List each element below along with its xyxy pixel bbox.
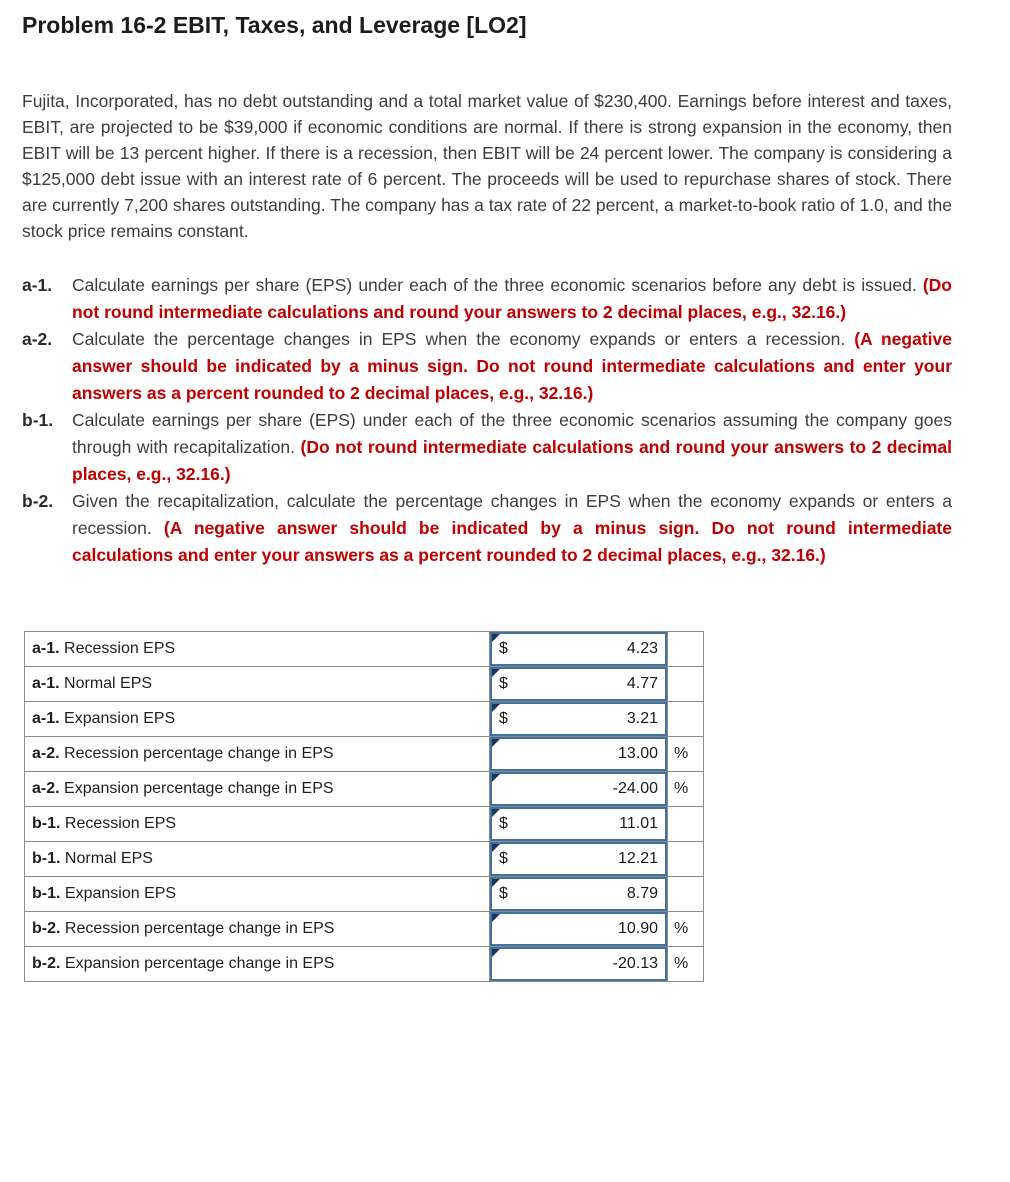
- row-label-part: b-1.: [32, 815, 61, 832]
- answer-value: 11.01: [619, 815, 658, 832]
- problem-intro: Fujita, Incorporated, has no debt outstanding and a total market value of $230,400. Earnings before interest and taxes, EBIT, are projected to be $39,000 if economic conditions are normal. If there is strong expansion in the economy, then EBIT will be 13 percent higher. If there is a recession, then EBIT will be 24 percent lower. The company is considering a $125,000 debt issue with an interest rate of 6 percent. The proceeds will be used to repurchase shares of stock. There are currently 7,200 shares outstanding. The company has a tax rate of 22 percent, a market-to-book ratio of 1.0, and the stock price remains constant.: [22, 91, 952, 241]
- answer-input[interactable]: [490, 667, 667, 701]
- answer-input[interactable]: [490, 702, 667, 736]
- answer-input[interactable]: [490, 947, 667, 981]
- cell-corner-marker-icon: [492, 669, 500, 677]
- unit-cell: %: [668, 772, 704, 807]
- question-text: [72, 488, 952, 569]
- unit-cell: %: [668, 912, 704, 947]
- row-label-text: Expansion EPS: [64, 710, 176, 727]
- question-label: b-2.: [22, 491, 54, 511]
- unit-cell: [668, 877, 704, 912]
- unit-cell: [668, 667, 704, 702]
- currency-symbol: $: [499, 815, 508, 832]
- unit-cell: [668, 807, 704, 842]
- answer-input[interactable]: [490, 807, 667, 841]
- cell-corner-marker-icon: [492, 844, 500, 852]
- answer-input-cell: [490, 912, 668, 947]
- row-label-cell: [25, 667, 490, 702]
- row-label-text: Normal EPS: [64, 675, 153, 692]
- row-label-text: Recession EPS: [64, 815, 177, 832]
- answer-input[interactable]: [490, 772, 667, 806]
- row-label-cell: [25, 842, 490, 877]
- question-label: a-2.: [22, 329, 53, 349]
- answer-input-cell: [490, 842, 668, 877]
- unit-cell: %: [668, 947, 704, 982]
- row-label-part: a-2.: [32, 745, 60, 762]
- currency-symbol: $: [499, 710, 508, 727]
- row-label-cell: [25, 807, 490, 842]
- answer-input[interactable]: [490, 737, 667, 771]
- question-text-normal: Given the recapitalization, calculate the percentage changes in EPS when the economy expands or enters a recession.: [72, 491, 952, 538]
- table-row: [25, 912, 704, 947]
- answer-value: 12.21: [617, 850, 658, 867]
- cell-corner-marker-icon: [492, 774, 500, 782]
- unit-cell: [668, 842, 704, 877]
- answer-value: 4.23: [626, 640, 658, 657]
- question-text: [72, 272, 952, 326]
- question-text: [72, 407, 952, 488]
- answer-input[interactable]: [490, 912, 667, 946]
- answer-input[interactable]: [490, 632, 667, 666]
- cell-corner-marker-icon: [492, 914, 500, 922]
- answer-value: 3.21: [626, 710, 658, 727]
- row-label-part: b-1.: [32, 885, 61, 902]
- answer-input-cell: [490, 667, 668, 702]
- answer-input[interactable]: [490, 877, 667, 911]
- question-label: b-1.: [22, 410, 54, 430]
- row-label-text: Recession EPS: [64, 640, 176, 657]
- question-text-instruction: (Do not round intermediate calculations and round your answers to 2 decimal places, e.g., 32.16.): [72, 275, 952, 322]
- answer-input[interactable]: [490, 842, 667, 876]
- question-text: [72, 326, 952, 407]
- row-label-text: Recession percentage change in EPS: [64, 745, 334, 762]
- cell-corner-marker-icon: [492, 809, 500, 817]
- question-text-instruction: (A negative answer should be indicated by a minus sign. Do not round intermediate calculations and enter your answers as a percent rounded to 2 decimal places, e.g., 32.16.): [72, 329, 952, 403]
- row-label-part: b-2.: [32, 955, 61, 972]
- question-item: [22, 272, 952, 326]
- row-label-cell: [25, 702, 490, 737]
- question-item: [22, 407, 952, 488]
- table-row: [25, 947, 704, 982]
- answer-value: 8.79: [626, 885, 658, 902]
- answer-value: -24.00: [612, 780, 658, 797]
- answer-input-cell: [490, 947, 668, 982]
- unit-cell: [668, 702, 704, 737]
- answer-value: 4.77: [626, 675, 658, 692]
- row-label-part: b-2.: [32, 920, 61, 937]
- row-label-part: b-1.: [32, 850, 61, 867]
- row-label-part: a-2.: [32, 780, 60, 797]
- currency-symbol: $: [499, 850, 508, 867]
- question-text-instruction: (Do not round intermediate calculations and round your answers to 2 decimal places, e.g., 32.16.): [72, 437, 952, 484]
- cell-corner-marker-icon: [492, 879, 500, 887]
- answer-input-cell: [490, 877, 668, 912]
- problem-title: Problem 16-2 EBIT, Taxes, and Leverage [LO2]: [22, 12, 527, 38]
- answer-input-cell: [490, 632, 668, 667]
- row-label-part: a-1.: [32, 710, 60, 727]
- row-label-cell: [25, 632, 490, 667]
- table-row: [25, 772, 704, 807]
- answer-input-cell: [490, 807, 668, 842]
- answer-input-cell: [490, 702, 668, 737]
- row-label-text: Expansion percentage change in EPS: [64, 780, 334, 797]
- cell-corner-marker-icon: [492, 949, 500, 957]
- question-text-normal: Calculate earnings per share (EPS) under each of the three economic scenarios assuming the company goes through with recapitalization.: [72, 410, 952, 457]
- answer-value: 10.90: [617, 920, 658, 937]
- row-label-cell: [25, 912, 490, 947]
- question-item: [22, 326, 952, 407]
- row-label-part: a-1.: [32, 675, 60, 692]
- currency-symbol: $: [499, 885, 508, 902]
- answer-input-cell: [490, 737, 668, 772]
- table-row: [25, 737, 704, 772]
- row-label-cell: [25, 772, 490, 807]
- row-label-part: a-1.: [32, 640, 60, 657]
- row-label-text: Recession percentage change in EPS: [64, 920, 335, 937]
- unit-cell: %: [668, 737, 704, 772]
- questions-list: [22, 272, 952, 569]
- row-label-cell: [25, 947, 490, 982]
- row-label-cell: [25, 877, 490, 912]
- answer-value: -20.13: [612, 955, 658, 972]
- question-text-normal: Calculate earnings per share (EPS) under each of the three economic scenarios before any debt is issued.: [72, 275, 917, 295]
- currency-symbol: $: [499, 640, 508, 657]
- row-label-cell: [25, 737, 490, 772]
- row-label-text: Expansion percentage change in EPS: [64, 955, 335, 972]
- unit-cell: [668, 632, 704, 667]
- cell-corner-marker-icon: [492, 739, 500, 747]
- row-label-text: Normal EPS: [64, 850, 153, 867]
- answer-value: 13.00: [617, 745, 658, 762]
- question-text-normal: Calculate the percentage changes in EPS when the economy expands or enters a recession.: [72, 329, 846, 349]
- table-row: [25, 877, 704, 912]
- currency-symbol: $: [499, 675, 508, 692]
- cell-corner-marker-icon: [492, 704, 500, 712]
- question-text-instruction: (A negative answer should be indicated by a minus sign. Do not round intermediate calculations and enter your answers as a percent rounded to 2 decimal places, e.g., 32.16.): [72, 518, 952, 565]
- answers-table-body: [25, 632, 704, 982]
- answers-table: [24, 631, 704, 982]
- cell-corner-marker-icon: [492, 634, 500, 642]
- question-label: a-1.: [22, 275, 53, 295]
- table-row: [25, 807, 704, 842]
- table-row: [25, 667, 704, 702]
- table-row: [25, 842, 704, 877]
- question-item: [22, 488, 952, 569]
- table-row: [25, 632, 704, 667]
- row-label-text: Expansion EPS: [64, 885, 177, 902]
- table-row: [25, 702, 704, 737]
- answer-input-cell: [490, 772, 668, 807]
